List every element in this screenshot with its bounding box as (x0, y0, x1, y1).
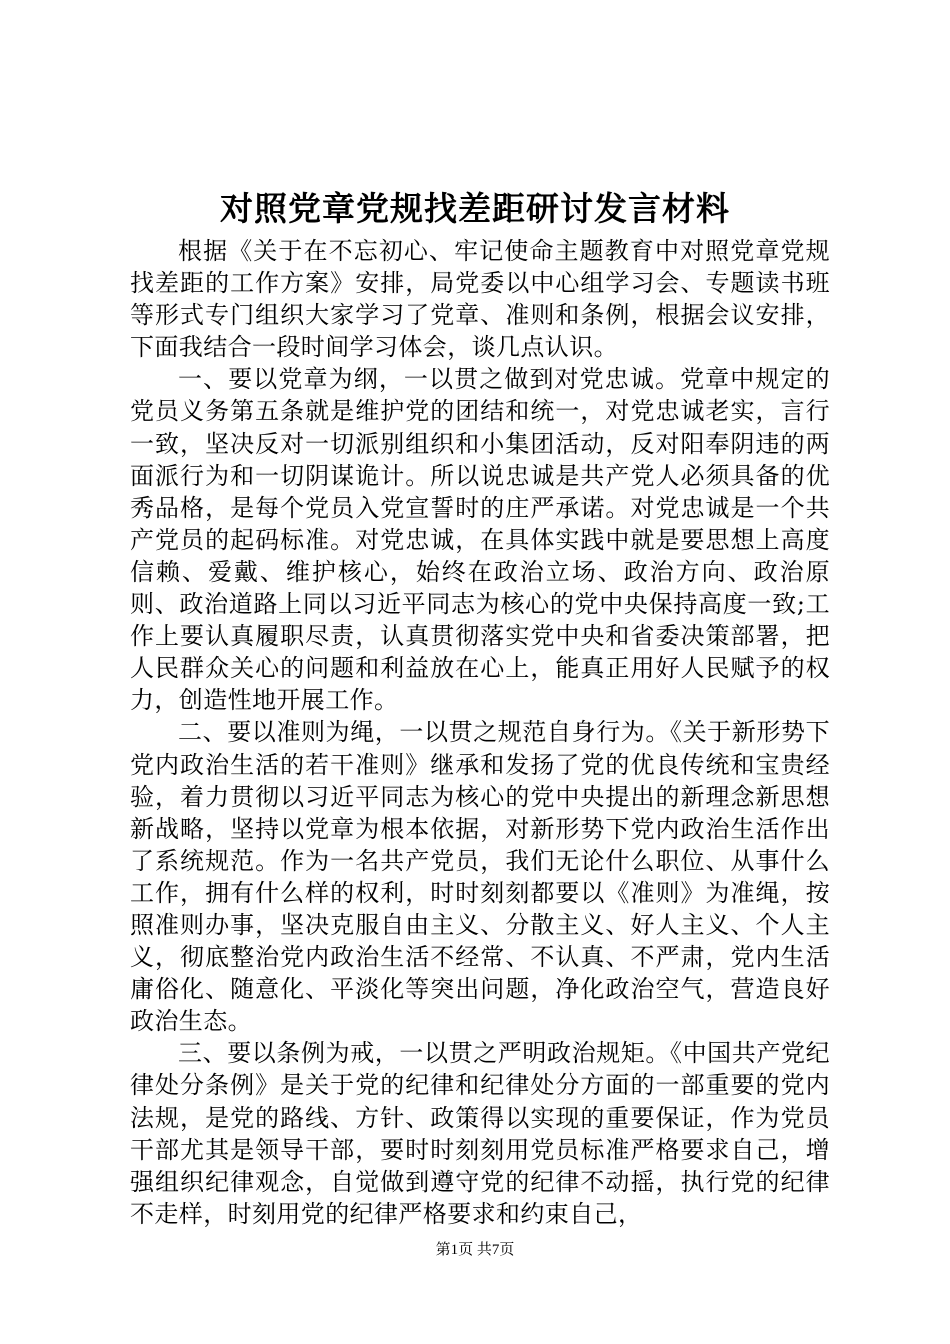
document-body (130, 235, 830, 1230)
page-footer: 第1页 共7页 (435, 1242, 515, 1258)
paragraph-section-3: 三、要以条例为戒，一以贯之严明政治规矩。《中国共产党纪律处分条例》是关于党的纪律和纪律处分方面的一部重要的党内法规，是党的路线、方针、政策得以实现的重要保证，作为党员干部尤其是领导干部，要时时刻刻用党员标准严格要求自己，增强组织纪律观念，自觉做到遵守党的纪律不动摇，执行党的纪律不走样，时刻用党的纪律严格要求和约束自己， (130, 1039, 830, 1228)
document-title: 对照党章党规找差距研讨发言材料 (220, 189, 730, 228)
paragraph-section-1: 一、要以党章为纲，一以贯之做到对党忠诚。党章中规定的党员义务第五条就是维护党的团结和统一，对党忠诚老实，言行一致，坚决反对一切派别组织和小集团活动，反对阳奉阴违的两面派行为和一切阴谋诡计。所以说忠诚是共产党人必须具备的优秀品格，是每个党员入党宣誓时的庄严承诺。对党忠诚是一个共产党员的起码标准。对党忠诚，在具体实践中就是要思想上高度信赖、爱戴、维护核心，始终在政治立场、政治方向、政治原则、政治道路上同以习近平同志为核心的党中央保持高度一致;工作上要认真履职尽责，认真贯彻落实党中央和省委决策部署，把人民群众关心的问题和利益放在心上，能真正用好人民赋予的权力，创造性地开展工作。 (130, 365, 830, 715)
paragraph-section-2: 二、要以准则为绳，一以贯之规范自身行为。《关于新形势下党内政治生活的若干准则》继承和发扬了党的优良传统和宝贵经验，着力贯彻以习近平同志为核心的党中央提出的新理念新思想新战略，坚持以党章为根本依据，对新形势下党内政治生活作出了系统规范。作为一名共产党员，我们无论什么职位、从事什么工作，拥有什么样的权利，时时刻刻都要以《准则》为准绳，按照准则办事，坚决克服自由主义、分散主义、好人主义、个人主义，彻底整治党内政治生活不经常、不认真、不严肃，党内生活庸俗化、随意化、平淡化等突出问题，净化政治空气，营造良好政治生态。 (130, 718, 830, 1036)
paragraph-intro: 根据《关于在不忘初心、牢记使命主题教育中对照党章党规找差距的工作方案》安排，局党委以中心组学习会、专题读书班等形式专门组织大家学习了党章、准则和条例，根据会议安排，下面我结合一段时间学习体会，谈几点认识。 (130, 237, 830, 362)
